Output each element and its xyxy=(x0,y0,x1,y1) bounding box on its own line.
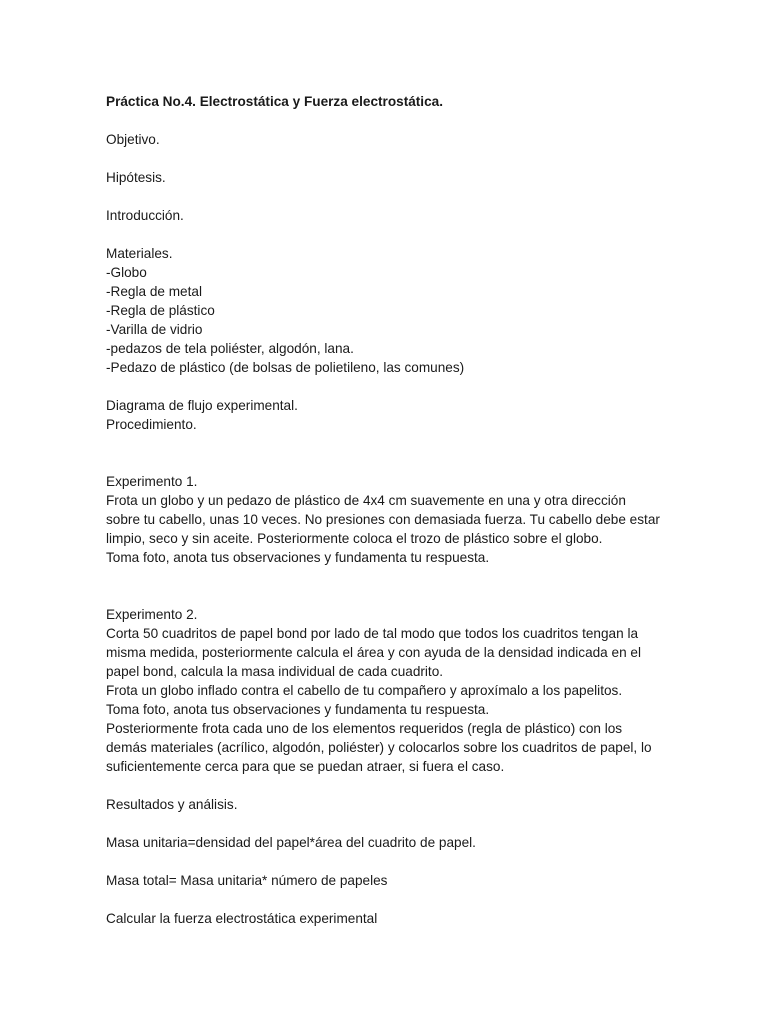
experimento1-heading: Experimento 1. xyxy=(106,474,198,489)
experimento1-line: Frota un globo y un pedazo de plástico de 4x4 cm suavemente en una y otra dirección xyxy=(106,493,626,508)
experimento2-line: demás materiales (acrílico, algodón, poliéster) y colocarlos sobre los cuadritos de papel, lo xyxy=(106,740,652,755)
material-item: -pedazos de tela poliéster, algodón, lana. xyxy=(106,341,354,356)
formula-masa-total: Masa total= Masa unitaria* número de papeles xyxy=(106,873,388,888)
experimento2-line: misma medida, posteriormente calcula el área y con ayuda de la densidad indicada en el xyxy=(106,645,642,660)
document-page xyxy=(106,92,666,928)
experimento2-line: Posteriormente frota cada uno de los elementos requeridos (regla de plástico) con los xyxy=(106,721,623,736)
section-objetivo: Objetivo. xyxy=(106,132,160,147)
material-item: -Regla de plástico xyxy=(106,303,215,318)
experimento1-line: Toma foto, anota tus observaciones y fundamenta tu respuesta. xyxy=(106,550,490,565)
experimento2-line: Frota un globo inflado contra el cabello de tu compañero y aproxímalo a los papelitos. xyxy=(106,683,623,698)
experimento2-line: suficientemente cerca para que se puedan atraer, si fuera el caso. xyxy=(106,759,505,774)
experimento2-line: Toma foto, anota tus observaciones y fundamenta tu respuesta. xyxy=(106,702,490,717)
experimento2-line: papel bond, calcula la masa individual de cada cuadrito. xyxy=(106,664,444,679)
section-introduccion: Introducción. xyxy=(106,208,184,223)
experimento1-line: limpio, seco y sin aceite. Posteriormente coloca el trozo de plástico sobre el globo. xyxy=(106,531,603,546)
section-procedimiento: Procedimiento. xyxy=(106,417,197,432)
material-item: -Pedazo de plástico (de bolsas de polietileno, las comunes) xyxy=(106,360,465,375)
calcular-fuerza: Calcular la fuerza electrostática experimental xyxy=(106,911,378,926)
section-diagrama: Diagrama de flujo experimental. xyxy=(106,398,298,413)
section-resultados: Resultados y análisis. xyxy=(106,797,238,812)
document-title: Práctica No.4. Electrostática y Fuerza electrostática. xyxy=(106,94,443,109)
material-item: -Regla de metal xyxy=(106,284,202,299)
experimento2-line: Corta 50 cuadritos de papel bond por lado de tal modo que todos los cuadritos tengan la xyxy=(106,626,639,641)
material-item: -Varilla de vidrio xyxy=(106,322,203,337)
formula-masa-unitaria: Masa unitaria=densidad del papel*área del cuadrito de papel. xyxy=(106,835,476,850)
experimento1-line: sobre tu cabello, unas 10 veces. No presiones con demasiada fuerza. Tu cabello debe estar xyxy=(106,512,660,527)
experimento2-heading: Experimento 2. xyxy=(106,607,198,622)
material-item: -Globo xyxy=(106,265,147,280)
section-materiales: Materiales. xyxy=(106,246,173,261)
section-hipotesis: Hipótesis. xyxy=(106,170,166,185)
